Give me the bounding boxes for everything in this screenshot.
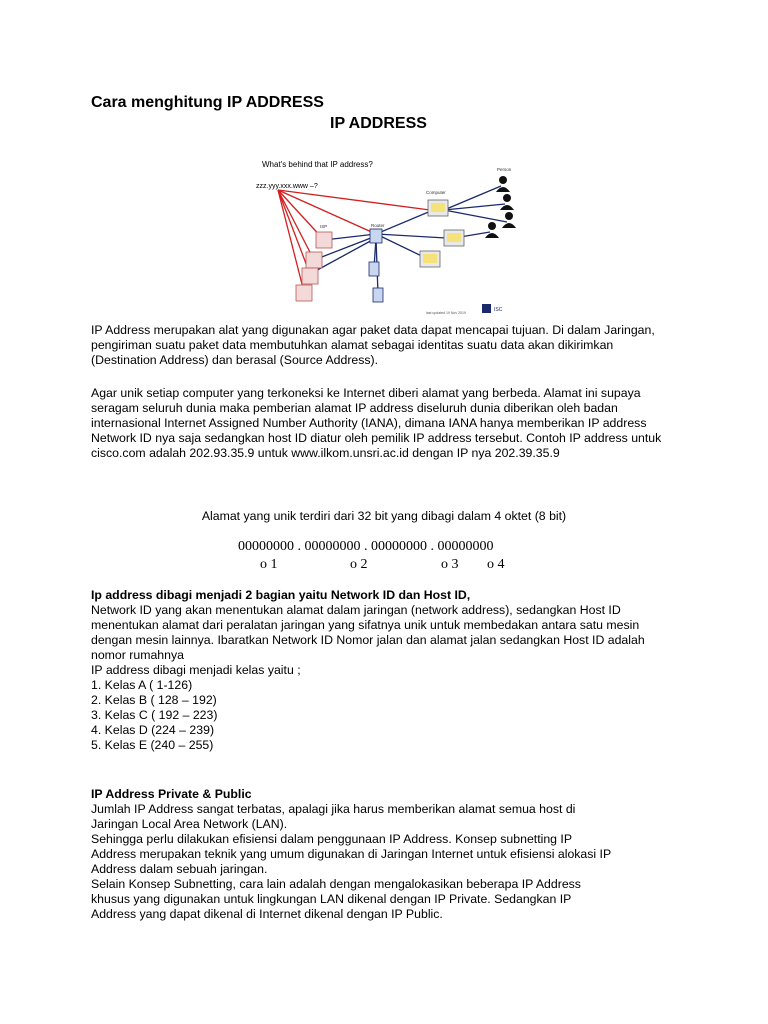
paragraph-line: IP Address merupakan alat yang digunakan agar paket data dapat mencapai tujuan. Di dalam Jaringan, [91, 323, 655, 337]
class-list-item: 5. Kelas E (240 – 255) [91, 738, 214, 752]
private-public-section [91, 787, 691, 922]
octet-label: o 1 [260, 557, 278, 572]
router-icon [370, 229, 382, 243]
ip-network-diagram [248, 152, 522, 318]
section-heading: Ip address dibagi menjadi 2 bagian yaitu Network ID dan Host ID, [91, 588, 471, 602]
figure-footer-note: last updated 19 Nov 2019 [426, 311, 466, 315]
section-line: khusus yang digunakan untuk lingkungan LAN dikenal dengan IP Private. Sedangkan IP [91, 892, 572, 906]
section-line: dengan mesin lainnya. Ibaratkan Network ID Nomor jalan dan alamat jalan sedangkan Host ID adalah [91, 633, 645, 647]
figure-logo-text: ISC [494, 307, 503, 313]
octet-labels [0, 557, 768, 575]
section-line: Network ID yang akan menentukan alamat dalam jaringan (network address), sedangkan Host ID [91, 603, 621, 617]
octets-line: 00000000 . 00000000 . 00000000 . 00000000 [238, 539, 494, 554]
network-host-section [91, 588, 691, 753]
section-heading: IP Address Private & Public [91, 787, 252, 801]
section-line: Selain Konsep Subnetting, cara lain adalah dengan mengalokasikan beberapa IP Address [91, 877, 581, 891]
figure-label-isp: ISP [320, 224, 328, 229]
section-line: Address yang dapat dikenal di Internet dikenal dengan IP Public. [91, 907, 443, 921]
figure-label-computer: Computer [426, 190, 446, 195]
section-line: menentukan alamat dari peralatan jaringan yang sifatnya unik untuk membedakan antara satu mesin [91, 618, 640, 632]
octet-label: o 2 [350, 557, 368, 572]
class-list-item: 2. Kelas B ( 128 – 192) [91, 693, 217, 707]
document-title: Cara menghitung IP ADDRESS [91, 94, 324, 111]
figure-heading: What's behind that IP address? [262, 160, 373, 169]
section-line: Jaringan Local Area Network (LAN). [91, 817, 288, 831]
paragraph-line: pengiriman suatu paket data membutuhkan alamat sebagai identitas suatu data akan dikirimkan [91, 338, 614, 352]
document-subtitle: IP ADDRESS [330, 115, 427, 132]
iana-paragraph [91, 386, 691, 461]
paragraph-line: Agar unik setiap computer yang terkoneksi ke Internet diberi alamat yang berbeda. Alamat ini supaya [91, 386, 641, 400]
class-list-item: 4. Kelas D (224 – 239) [91, 723, 215, 737]
class-list-item: 3. Kelas C ( 192 – 223) [91, 708, 218, 722]
figure-label-person: Person [497, 167, 512, 172]
octet-label: o 3 [441, 557, 459, 572]
section-line: IP address dibagi menjadi kelas yaitu ; [91, 663, 301, 677]
section-line: Address merupakan teknik yang umum digunakan di Jaringan Internet untuk efisiensi alokasi IP [91, 847, 612, 861]
address-note: Alamat yang unik terdiri dari 32 bit yang dibagi dalam 4 oktet (8 bit) [201, 509, 567, 523]
section-line: Address dalam sebuah jaringan. [91, 862, 268, 876]
paragraph-line: Network ID nya saja sedangkan host ID diatur oleh pemilik IP address tersebut. Contoh IP address untuk [91, 431, 662, 445]
class-list-item: 1. Kelas A ( 1-126) [91, 678, 193, 692]
paragraph-line: (Destination Address) dan berasal (Source Address). [91, 353, 379, 367]
intro-paragraph [91, 323, 691, 368]
section-line: nomor rumahnya [91, 648, 184, 662]
paragraph-line: internasional Internet Assigned Number Authority (IANA), dimana IANA hanya memberikan IP address [91, 416, 647, 430]
figure-logo-icon [482, 304, 491, 313]
figure-label-router: Router [371, 223, 385, 228]
paragraph-line: cisco.com adalah 202.93.35.9 untuk www.ilkom.unsri.ac.id dengan IP nya 202.39.35.9 [91, 446, 560, 460]
paragraph-line: seragam seluruh dunia maka pemberian alamat IP address diseluruh dunia diberikan oleh badan [91, 401, 618, 415]
figure-ip-pattern: zzz.yyy.xxx.www –? [256, 183, 318, 190]
octet-label: o 4 [487, 557, 505, 572]
section-line: Jumlah IP Address sangat terbatas, apalagi jika harus memberikan alamat semua host di [91, 802, 576, 816]
section-line: Sehingga perlu dilakukan efisiensi dalam penggunaan IP Address. Konsep subnetting IP [91, 832, 573, 846]
